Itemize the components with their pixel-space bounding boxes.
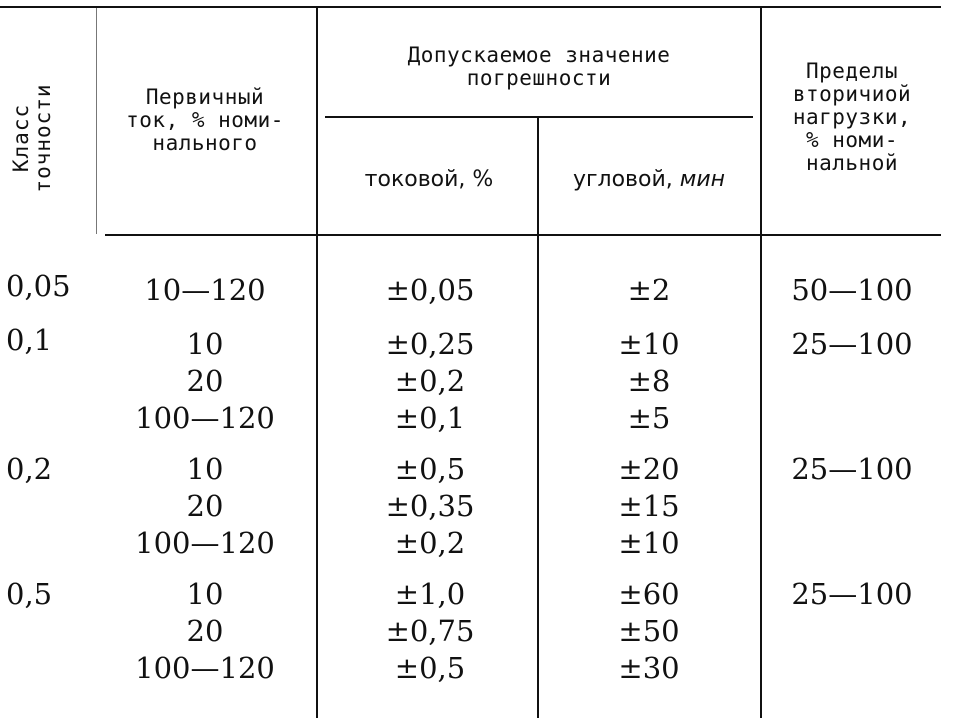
header-primary-current: Первичный ток, % номи- нального [126, 85, 284, 156]
cell-current-err-r4: ±1,0 ±0,75 ±0,5 [385, 577, 475, 685]
cell-class-r4: 0,5 [6, 577, 53, 611]
subheader-rule [325, 116, 753, 118]
header-angular-error-unit: мин [679, 167, 726, 192]
col-divider-3 [537, 118, 539, 718]
cell-class-r3: 0,2 [6, 452, 53, 486]
col-divider-2 [316, 8, 318, 718]
cell-current-err-r2: ±0,25 ±0,2 ±0,1 [385, 327, 475, 435]
header-secondary-load: Пределы вторичиой нагрузки, % номи- нальной [792, 59, 912, 176]
cell-load-r3: 25—100 [791, 452, 913, 486]
cell-current-err-r3: ±0,5 ±0,35 ±0,2 [385, 452, 475, 560]
cell-current-r2: 10 20 100—120 [135, 327, 275, 435]
col-divider-4 [760, 8, 762, 718]
header-accuracy-class: Класс точности [9, 83, 56, 193]
header-permissible-error: Допускаемое значение погрешности [407, 43, 671, 91]
col-divider-1 [96, 8, 97, 234]
cell-load-r2: 25—100 [791, 327, 913, 361]
cell-load-r1: 50—100 [791, 273, 913, 307]
header-angular-error [541, 168, 757, 192]
cell-angle-err-r2: ±10 ±8 ±5 [618, 327, 680, 435]
cell-angle-err-r3: ±20 ±15 ±10 [618, 452, 680, 560]
cell-current-r4: 10 20 100—120 [135, 577, 275, 685]
cell-class-r2: 0,1 [6, 323, 53, 357]
cell-angle-err-r4: ±60 ±50 ±30 [618, 577, 680, 685]
cell-class-r1: 0,05 [6, 269, 71, 303]
cell-load-r4: 25—100 [791, 577, 913, 611]
header-bottom-rule [105, 234, 941, 236]
header-current-error: токовой, % [364, 167, 494, 192]
header-angular-error-prefix: угловой, [572, 167, 680, 192]
cell-current-r1: 10—120 [144, 273, 266, 307]
cell-current-err-r1: ±0,05 [385, 273, 475, 307]
top-rule [0, 6, 941, 8]
cell-current-r3: 10 20 100—120 [135, 452, 275, 560]
cell-angle-err-r1: ±2 [627, 273, 671, 307]
